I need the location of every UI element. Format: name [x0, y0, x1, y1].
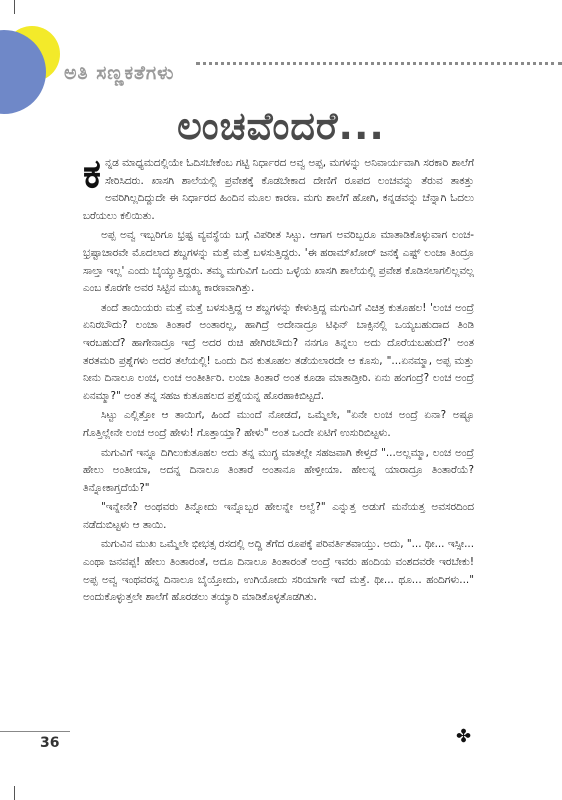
section-label: ಅತಿ ಸಣ್ಣಕತೆಗಳು: [64, 62, 175, 84]
paragraph-2: ಅಪ್ಪ ಅವ್ವ ಇಬ್ಬರಿಗೂ ಭ್ರಷ್ಟ ವ್ಯವಸ್ಥೆಯ ಬಗ್ಗೆ ವಿಪರೀತ ಸಿಟ್ಟು. ಆಗಾಗ ಅವರಿಬ್ಬರೂ ಮಾತಾಡಿಕೊಳ್ಳುವಾಗ ಲಂಚ-ಭ್ರಷ್ಟಾಚಾರವೇ ಮೊದಲಾದ ಶಬ್ದಗಳನ್ನು ಮತ್ತೆ ಮತ್ತೆ ಬಳಸುತ್ತಿದ್ದರು. 'ಈ ಹರಾಮ್‌ಖೋರ್ ಜನಕ್ಕೆ ಎಷ್ಟ್ ಲಂಚಾ ತಿಂದ್ರೂ ಸಾಲ್ತಾ ಇಲ್ಲ' ಎಂದು ಬೈಯ್ಯುತ್ತಿದ್ದರು. ತಮ್ಮ ಮಗುವಿಗೆ ಒಂದು ಒಳ್ಳೆಯ ಖಾಸಗಿ ಶಾಲೆಯಲ್ಲಿ ಪ್ರವೇಶ ಕೊಡಿಸಲಾಗಲಿಲ್ಲವಲ್ಲ ಎಂಬ ಕೊರಗೇ ಅವರ ಸಿಟ್ಟಿನ ಮುಖ್ಯ ಕಾರಣವಾಗಿತ್ತು.: [83, 229, 474, 295]
story-title: ಲಂಚವೆಂದರೆ...: [177, 104, 385, 148]
crop-mark-bottom: [0, 786, 15, 800]
dotted-rule: [196, 62, 562, 65]
paragraph-5: ಮಗುವಿಗೆ ಇನ್ನೂ ದಿಗಿಲುಕುತೂಹಲ ಅದು ತನ್ನ ಮುಗ್ಧ ಮಾತಲ್ಲೇ ಸಹಜವಾಗಿ ಕೇಳ್ತದೆ "...ಅಲ್ಲಮ್ಮಾ, ಲಂಚ ಅಂದ್ರೆ ಹೇಲು ಅಂತೀಯಾ, ಅದನ್ನ ದಿನಾಲೂ ತಿಂತಾರೆ ಅಂತಾನೂ ಹೇಳ್ತೀಯಾ. ಹೇಲನ್ನ ಯಾರಾದ್ರೂ ತಿಂತಾರೆಯೆ? ತಿನ್ನೋಕಾಗ್ತದೆಯೆ?": [83, 446, 474, 494]
page-number: 36: [40, 735, 60, 751]
crop-mark-top: [0, 0, 15, 14]
four-leaf-clover-icon: ✤: [456, 726, 472, 747]
paragraph-3: ತಂದೆ ತಾಯಿಯರು ಮತ್ತೆ ಮತ್ತೆ ಬಳಸುತ್ತಿದ್ದ ಆ ಶಬ್ದಗಳನ್ನು ಕೇಳುತ್ತಿದ್ದ ಮಗುವಿಗೆ ವಿಚಿತ್ರ ಕುತೂಹಲ! 'ಲಂಚ ಅಂದ್ರೆ ಏನಿರಬೌದು? ಲಂಚಾ ತಿಂತಾರೆ ಅಂತಾರಲ್ಲ, ಹಾಗಿದ್ರೆ ಅದೇನಾದ್ರೂ ಟಿಫಿನ್ ಬಾಕ್ಸಿನಲ್ಲಿ ಒಯ್ಯಬಹುದಾದ ತಿಂಡಿ ಇರಬಹುದೆ? ಹಾಗೇನಾದ್ರೂ ಇದ್ರೆ ಅದರ ರುಚಿ ಹೇಗಿರಬೌದು? ನನಗೂ ತಿನ್ನಲು ಅದು ದೊರೆಯಬಹುದೆ?' ಅಂತ ತರತಮರಿ ಪ್ರಶ್ನೆಗಳು ಅದರ ತಲೆಯಲ್ಲಿ! ಒಂದು ದಿನ ಕುತೂಹಲ ತಡೆಯಲಾರದೇ ಆ ಕೂಸು, "...ಏನಮ್ಮಾ, ಅಪ್ಪ ಮತ್ತು ನೀನು ದಿನಾಲೂ ಲಂಚ, ಲಂಚ ಅಂತೀರ್ತಿರಿ. ಲಂಚಾ ತಿಂತಾರೆ ಅಂತ ಕೂಡಾ ಮಾತಾಡ್ತೀರಿ. ಏನು ಹಂಗಂದ್ರೆ? ಲಂಚ ಅಂದ್ರೆ ಏನಮ್ಮಾ?" ಅಂತ ತನ್ನ ಸಹಜ ಕುತೂಹಲದ ಪ್ರಶ್ನೆಯನ್ನ ಹೊರಹಾಕಿಬಿಟ್ಟದೆ.: [83, 301, 474, 402]
footer-rule: [0, 731, 70, 732]
paragraph-7: ಮಗುವಿನ ಮುಖ ಒಮ್ಮೆಲೇ ಭೀಭತ್ಸ ರಸದಲ್ಲಿ ಅದ್ದಿ ತೆಗೆದ ರೂಪಕ್ಕೆ ಪರಿವರ್ತಿತವಾಯ್ತು. ಅದು, "... ಥೀ... ಇಸ್ಸೀ... ಎಂಥಾ ಜನವಪ್ಪ! ಹೇಲು ತಿಂತಾರಂತೆ, ಅದೂ ದಿನಾಲೂ ತಿಂತಾರಂತೆ ಅಂದ್ರೆ ಇವರು ಹಂದಿಯ ವಂಶದವರೇ ಇರಬೇಕು! ಅಪ್ಪ ಅವ್ವ ಇಂಥವರನ್ನ ದಿನಾಲೂ ಬೈಯ್ತೋದು, ಉಗಿಯೋದು ಸರಿಯಾಗೇ ಇದೆ ಮತ್ತೆ. ಥೀ... ಥೂ... ಹಂದಿಗಳು..." ಅಂದುಕೊಳ್ಳುತ್ತಲೇ ಶಾಲೆಗೆ ಹೊರಡಲು ತಯ್ಯಾರಿ ಮಾಡಿಕೊಳ್ಳತೊಡಗಿತು.: [83, 538, 474, 604]
paragraph-1: [83, 151, 474, 225]
paragraph-4: ಸಿಟ್ಟು ಎಲ್ಲಿತ್ತೋ ಆ ತಾಯಿಗೆ, ಹಿಂದೆ ಮುಂದೆ ನೋಡದೆ, ಒಮ್ಮೆಲೇ, "ಏನೇ ಲಂಚ ಅಂದ್ರೆ ಏನಾ? ಅಷ್ಟೂ ಗೊತ್ತಿಲ್ಲೇನೇ ಲಂಚ ಅಂದ್ರೆ ಹೇಳು! ಗೊತ್ತಾಯ್ತಾ? ಹೇಳು" ಅಂತ ಒಂದೇ ಏಟಿಗೆ ಉಸುರಿಬಿಟ್ಟಳು.: [83, 409, 474, 439]
article-body: [83, 151, 474, 609]
paragraph-6: "ಇನ್ನೇನೇ? ಅಂಥವರು ತಿನ್ನೋದು ಇನ್ನೊಬ್ಬರ ಹೇಲನ್ನೇ ಅಲ್ವೆ?" ಎನ್ನುತ್ತ ಅಡುಗೆ ಮನೆಯತ್ತ ಅವಸರದಿಂದ ನಡೆದುಬಿಟ್ಟಳು ಆ ತಾಯಿ.: [83, 501, 474, 531]
paragraph-text: ನ್ನಡ ಮಾಧ್ಯಮದಲ್ಲಿಯೇ ಓದಿಸಬೇಕೆಂಬ ಗಟ್ಟಿ ನಿರ್ಧಾರದ ಅವ್ವ ಅಪ್ಪ, ಮಗಳನ್ನು ಅನಿವಾರ್ಯವಾಗಿ ಸರಕಾರಿ ಶಾಲೆಗೆ ಸೇರಿಸಿದರು. ಖಾಸಗಿ ಶಾಲೆಯಲ್ಲಿ ಪ್ರವೇಶಕ್ಕೆ ಕೊಡಬೇಕಾದ ದೇಣಿಗೆ ರೂಪದ ಲಂಚವನ್ನು ತೆರುವ ತಾಕತ್ತು ಅವರಿಗಿಲ್ಲದಿದ್ದುದೇ ಈ ನಿರ್ಧಾರದ ಹಿಂದಿನ ಮೂಲ ಕಾರಣ. ಮಗು ಶಾಲೆಗೆ ಹೋಗಿ, ಕನ್ನಡವನ್ನು ಚೆನ್ನಾಗಿ ಓದಲು ಬರೆಯಲು ಕಲಿಯಿತು.: [83, 157, 474, 222]
drop-cap: ಕ: [83, 151, 101, 197]
